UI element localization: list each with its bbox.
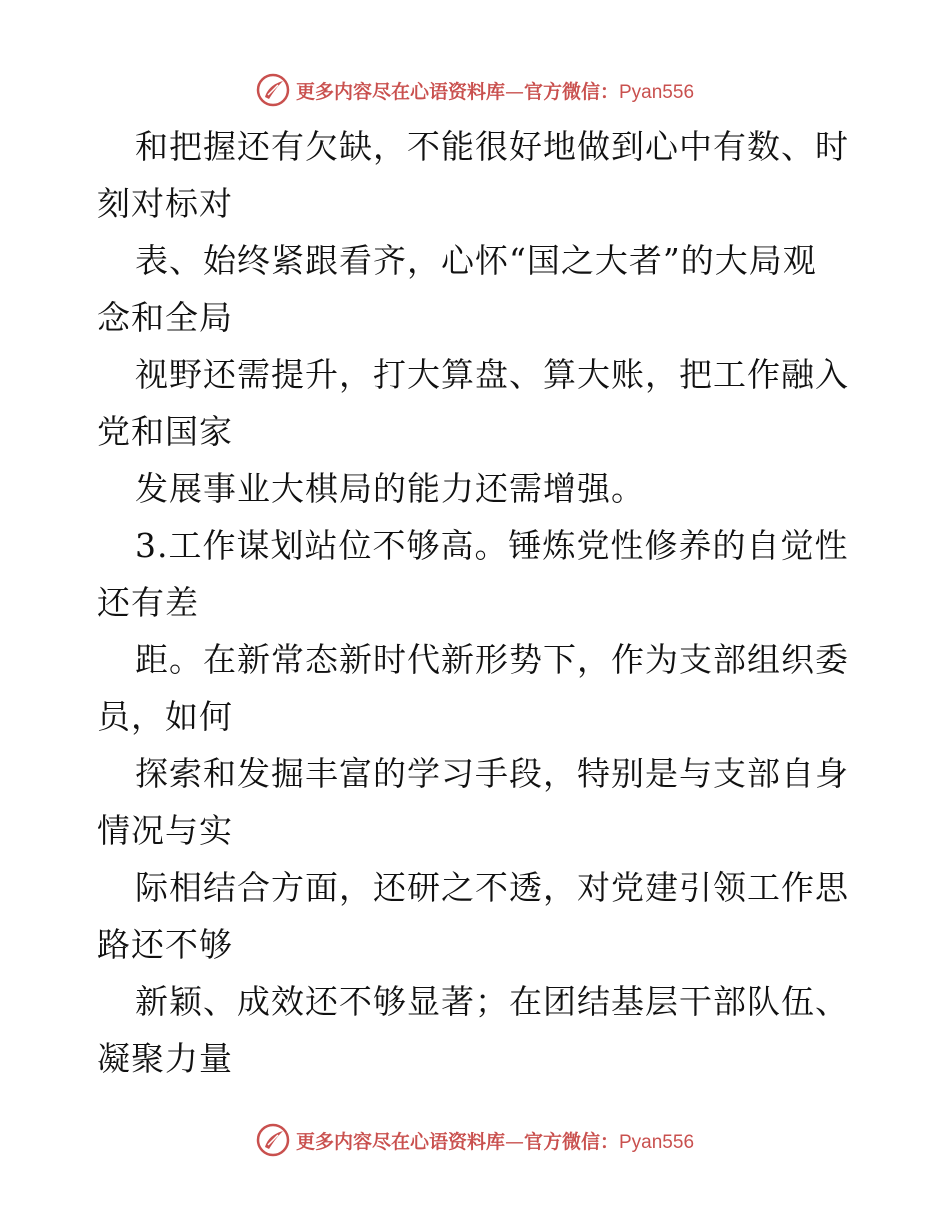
paragraph-wrap-line: 还有差 [97, 583, 199, 622]
paragraph-first-line: 新颖、成效还不够显著；在团结基层干部队伍、 [135, 982, 849, 1021]
header-watermark [0, 72, 950, 108]
paragraph [97, 118, 857, 232]
brand-logo-icon [256, 73, 290, 107]
watermark-separator: — [504, 80, 524, 103]
paragraph-first-line: 发展事业大棋局的能力还需增强。 [135, 469, 645, 508]
paragraph-wrap-line: 员，如何 [97, 697, 233, 736]
paragraph-first-line: 探索和发掘丰富的学习手段，特别是与支部自身 [135, 754, 849, 793]
brand-logo-icon [256, 1123, 290, 1157]
paragraph-wrap-line: 路还不够 [97, 925, 233, 964]
paragraph [97, 346, 857, 460]
paragraph-first-line: 际相结合方面，还研之不透，对党建引领工作思 [135, 868, 849, 907]
paragraph [97, 859, 857, 973]
paragraph [97, 973, 857, 1087]
paragraph-first-line: 距。在新常态新时代新形势下，作为支部组织委 [135, 640, 849, 679]
paragraph [97, 517, 857, 631]
paragraph-wrap-line: 党和国家 [97, 412, 233, 451]
paragraph-wrap-line: 念和全局 [97, 298, 233, 337]
paragraph [97, 232, 857, 346]
paragraph [97, 745, 857, 859]
paragraph [97, 631, 857, 745]
watermark-official: 官方微信： [523, 80, 619, 103]
watermark-brand: 更多内容尽在心语资料库 [295, 1130, 505, 1153]
paragraph-first-line: 3.工作谋划站位不够高。锤炼党性修养的自觉性 [135, 526, 849, 565]
watermark-separator: — [504, 1130, 524, 1153]
footer-watermark [0, 1122, 950, 1158]
watermark-brand: 更多内容尽在心语资料库 [295, 80, 505, 103]
paragraph-wrap-line: 情况与实 [97, 811, 233, 850]
paragraph-first-line: 视野还需提升，打大算盘、算大账，把工作融入 [135, 355, 849, 394]
paragraph-wrap-line: 刻对标对 [97, 184, 233, 223]
paragraph [97, 460, 857, 517]
watermark-text [296, 77, 694, 104]
paragraph-first-line: 和把握还有欠缺，不能很好地做到心中有数、时 [135, 127, 849, 166]
watermark-official: 官方微信： [523, 1130, 619, 1153]
watermark-text [296, 1127, 694, 1154]
paragraph-first-line: 表、始终紧跟看齐，心怀“国之大者”的大局观 [135, 241, 817, 280]
watermark-wechat-id: Pyan556 [619, 1131, 695, 1153]
paragraph-wrap-line: 凝聚力量 [97, 1039, 233, 1078]
watermark-wechat-id: Pyan556 [619, 81, 695, 103]
document-body [97, 118, 857, 1087]
